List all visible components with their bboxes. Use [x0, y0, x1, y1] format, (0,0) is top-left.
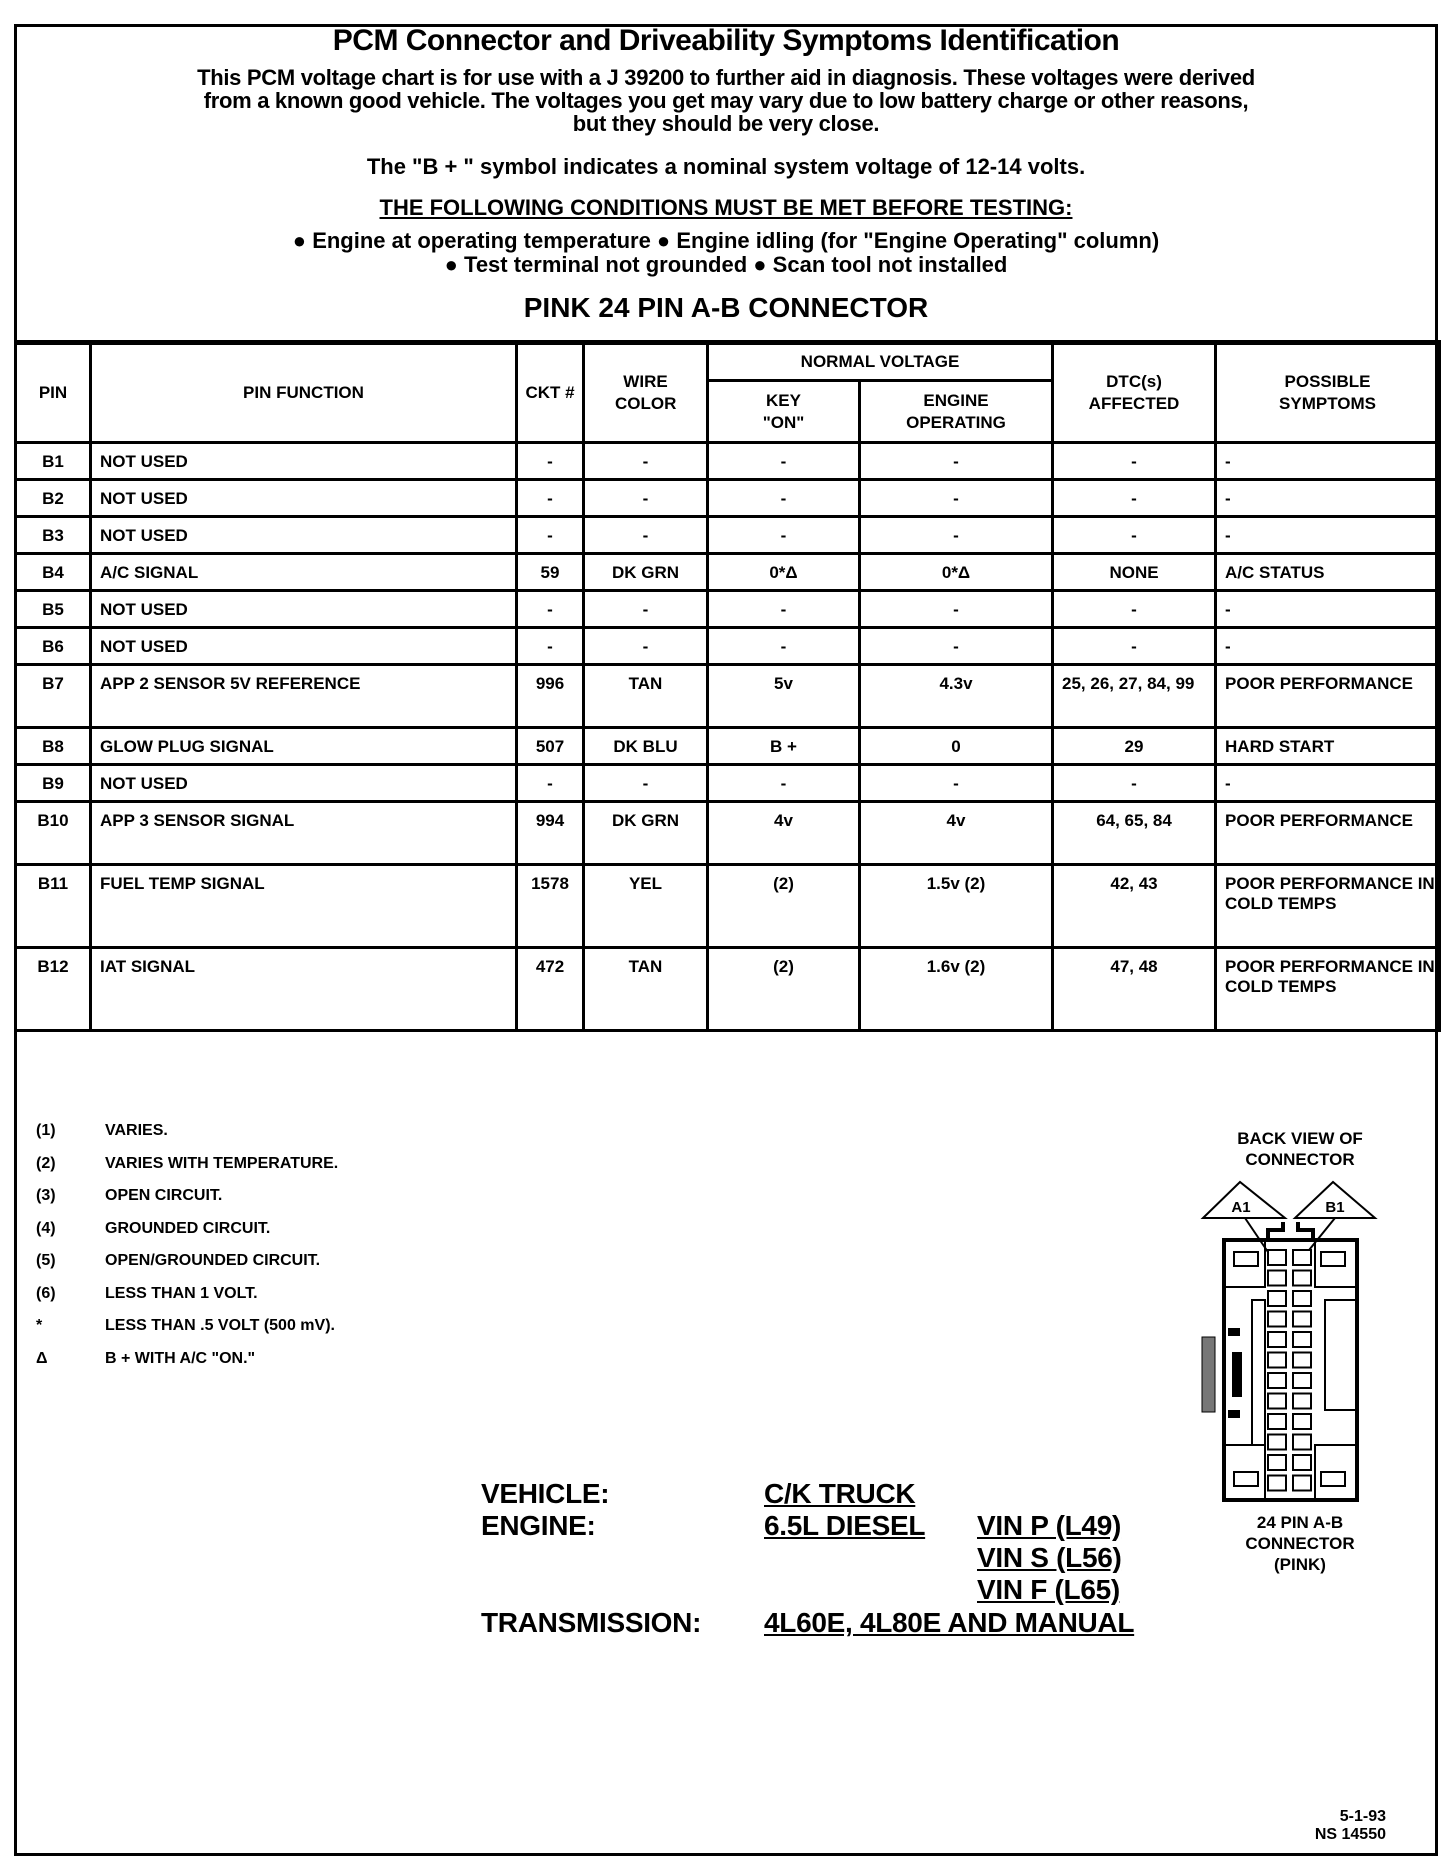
note-item: [36, 1285, 338, 1318]
cell-pin: B3: [16, 517, 91, 554]
pin-cavity: [1268, 1373, 1286, 1388]
table-row: [16, 628, 1440, 665]
vehicle-label: VEHICLE:: [481, 1478, 610, 1509]
cell-ckt: 996: [517, 665, 584, 728]
cell-engine-operating: -: [860, 765, 1053, 802]
pin-cavity: [1293, 1291, 1311, 1306]
cell-key-on: -: [708, 765, 860, 802]
pin-cavity: [1293, 1271, 1311, 1286]
cell-function: NOT USED: [91, 480, 517, 517]
cell-function: APP 3 SENSOR SIGNAL: [91, 802, 517, 865]
cell-wire-color: YEL: [584, 865, 708, 948]
cell-ckt: -: [517, 591, 584, 628]
cell-symptoms: -: [1216, 517, 1440, 554]
cell-key-on: 4v: [708, 802, 860, 865]
pin-cavity: [1293, 1476, 1311, 1491]
conditions-heading: THE FOLLOWING CONDITIONS MUST BE MET BEFORE TESTING:: [379, 195, 1073, 220]
pin-cavity: [1268, 1353, 1286, 1368]
table-row: [16, 948, 1440, 1031]
cell-key-on: -: [708, 443, 860, 480]
cell-dtc: -: [1053, 517, 1216, 554]
cell-ckt: 59: [517, 554, 584, 591]
cell-ckt: 994: [517, 802, 584, 865]
note-key: *: [36, 1317, 43, 1334]
cell-engine-operating: -: [860, 443, 1053, 480]
table-row: [16, 728, 1440, 765]
cell-key-on: B +: [708, 728, 860, 765]
table-row: [16, 802, 1440, 865]
cell-function: GLOW PLUG SIGNAL: [91, 728, 517, 765]
cell-function: FUEL TEMP SIGNAL: [91, 865, 517, 948]
vehicle-value: C/K TRUCK: [764, 1478, 916, 1509]
cell-ckt: -: [517, 480, 584, 517]
cell-key-on: 0*Δ: [708, 554, 860, 591]
cell-dtc: NONE: [1053, 554, 1216, 591]
vin-s: VIN S (L56): [977, 1542, 1122, 1573]
note-text: VARIES WITH TEMPERATURE.: [105, 1154, 339, 1172]
pin-cavity: [1268, 1250, 1286, 1265]
engine-value: 6.5L DIESEL: [764, 1510, 926, 1541]
cell-wire-color: -: [584, 628, 708, 665]
cell-symptoms: -: [1216, 591, 1440, 628]
cell-wire-color: -: [584, 480, 708, 517]
cell-dtc: 47, 48: [1053, 948, 1216, 1031]
pin-cavity: [1268, 1291, 1286, 1306]
cell-symptoms: POOR PERFORMANCE IN COLD TEMPS: [1216, 948, 1440, 1031]
cell-engine-operating: 1.6v (2): [860, 948, 1053, 1031]
cell-wire-color: TAN: [584, 665, 708, 728]
cell-engine-operating: 4v: [860, 802, 1053, 865]
pin-cavity: [1293, 1312, 1311, 1327]
cell-engine-operating: 4.3v: [860, 665, 1053, 728]
table-row: [16, 591, 1440, 628]
pin-cavity: [1268, 1455, 1286, 1470]
pin-cavities: [1268, 1250, 1311, 1491]
cell-symptoms: POOR PERFORMANCE IN COLD TEMPS: [1216, 865, 1440, 948]
pin-cavity: [1293, 1414, 1311, 1429]
cell-function: NOT USED: [91, 591, 517, 628]
note-key: (2): [36, 1154, 56, 1172]
note-text: LESS THAN 1 VOLT.: [105, 1284, 258, 1302]
cell-function: A/C SIGNAL: [91, 554, 517, 591]
transmission-label: TRANSMISSION:: [481, 1607, 702, 1638]
connector-body: [1224, 1240, 1357, 1500]
conditions-line-1: ● Engine at operating temperature ● Engine idling (for "Engine Operating" column): [292, 228, 1160, 253]
note-key: (6): [36, 1284, 56, 1302]
cell-function: NOT USED: [91, 517, 517, 554]
cell-wire-color: DK BLU: [584, 728, 708, 765]
cell-dtc: -: [1053, 765, 1216, 802]
cell-function: IAT SIGNAL: [91, 948, 517, 1031]
cell-ckt: -: [517, 443, 584, 480]
pin-cavity: [1293, 1332, 1311, 1347]
conditions-line-2: ● Test terminal not grounded ● Scan tool not installed: [444, 252, 1008, 277]
cell-ckt: 1578: [517, 865, 584, 948]
cell-key-on: (2): [708, 948, 860, 1031]
cell-ckt: 507: [517, 728, 584, 765]
connector-diagram: [1180, 1100, 1456, 1660]
cell-function: NOT USED: [91, 765, 517, 802]
cell-engine-operating: 0: [860, 728, 1053, 765]
stamp-date: 5-1-93: [1339, 1808, 1386, 1825]
pin-cavity: [1268, 1476, 1286, 1491]
cell-key-on: -: [708, 517, 860, 554]
cell-symptoms: -: [1216, 480, 1440, 517]
intro-line-2: from a known good vehicle. The voltages you get may vary due to low battery charge or other reasons,: [203, 88, 1249, 113]
cell-pin: B12: [16, 948, 91, 1031]
cell-key-on: -: [708, 628, 860, 665]
cell-wire-color: TAN: [584, 948, 708, 1031]
cell-engine-operating: -: [860, 480, 1053, 517]
cell-dtc: -: [1053, 480, 1216, 517]
cell-key-on: -: [708, 480, 860, 517]
cell-dtc: 29: [1053, 728, 1216, 765]
cell-symptoms: -: [1216, 628, 1440, 665]
note-key: Δ: [36, 1349, 48, 1367]
pin-cavity: [1268, 1435, 1286, 1450]
note-key: (1): [36, 1122, 56, 1139]
note-text: OPEN/GROUNDED CIRCUIT.: [105, 1252, 321, 1269]
cell-function: NOT USED: [91, 628, 517, 665]
pin-cavity: [1268, 1414, 1286, 1429]
pin-cavity: [1293, 1353, 1311, 1368]
page-title: PCM Connector and Driveability Symptoms Identification: [332, 24, 1120, 57]
table-row: [16, 443, 1440, 480]
cell-symptoms: POOR PERFORMANCE: [1216, 665, 1440, 728]
header-function: PIN FUNCTION: [91, 343, 517, 443]
note-item: [36, 1252, 338, 1285]
cell-wire-color: -: [584, 517, 708, 554]
diagram-caption: 24 PIN A-B CONNECTOR (PINK): [1245, 1513, 1355, 1574]
cell-function: NOT USED: [91, 443, 517, 480]
header-ckt: CKT #: [517, 343, 584, 443]
cell-pin: B6: [16, 628, 91, 665]
table-row: [16, 517, 1440, 554]
pin-cavity: [1268, 1271, 1286, 1286]
cell-symptoms: A/C STATUS: [1216, 554, 1440, 591]
cell-symptoms: -: [1216, 443, 1440, 480]
cell-pin: B7: [16, 665, 91, 728]
header-dtc: DTC(s) AFFECTED: [1053, 343, 1216, 443]
cell-dtc: -: [1053, 591, 1216, 628]
header-wire-color: WIRE COLOR: [584, 343, 708, 443]
note-item: [36, 1317, 338, 1350]
cell-ckt: 472: [517, 948, 584, 1031]
engine-label: ENGINE:: [481, 1510, 596, 1541]
cell-dtc: -: [1053, 628, 1216, 665]
cell-dtc: 42, 43: [1053, 865, 1216, 948]
intro-line-3: but they should be very close.: [572, 111, 880, 136]
cell-engine-operating: 1.5v (2): [860, 865, 1053, 948]
pin-cavity: [1293, 1455, 1311, 1470]
pin-cavity: [1293, 1394, 1311, 1409]
header-pin: PIN: [16, 343, 91, 443]
note-text: GROUNDED CIRCUIT.: [105, 1219, 271, 1237]
cell-dtc: 64, 65, 84: [1053, 802, 1216, 865]
cell-wire-color: -: [584, 591, 708, 628]
table-row: [16, 665, 1440, 728]
cell-engine-operating: -: [860, 591, 1053, 628]
note-text: B + WITH A/C "ON.": [105, 1349, 256, 1367]
note-item: [36, 1220, 338, 1253]
connector-latch: [1202, 1337, 1215, 1412]
cell-pin: B5: [16, 591, 91, 628]
table-row: [16, 765, 1440, 802]
connector-title: PINK 24 PIN A-B CONNECTOR: [523, 292, 929, 323]
header-normal-voltage: NORMAL VOLTAGE: [708, 343, 1053, 381]
cell-pin: B2: [16, 480, 91, 517]
cell-key-on: -: [708, 591, 860, 628]
note-item: [36, 1155, 338, 1188]
pin-cavity: [1268, 1394, 1286, 1409]
cell-ckt: -: [517, 517, 584, 554]
cell-pin: B1: [16, 443, 91, 480]
table-row: [16, 554, 1440, 591]
vin-p: VIN P (L49): [977, 1510, 1122, 1541]
bplus-note: The "B + " symbol indicates a nominal system voltage of 12-14 volts.: [366, 154, 1086, 179]
cell-pin: B11: [16, 865, 91, 948]
pin-cavity: [1268, 1332, 1286, 1347]
table-row: [16, 480, 1440, 517]
note-item: [36, 1187, 338, 1220]
vin-f: VIN F (L65): [977, 1574, 1120, 1605]
stamp-code: NS 14550: [1314, 1826, 1386, 1843]
header-key-on: KEY "ON": [708, 381, 860, 443]
cell-wire-color: -: [584, 765, 708, 802]
cell-pin: B10: [16, 802, 91, 865]
cell-dtc: 25, 26, 27, 84, 99: [1053, 665, 1216, 728]
pin-cavity: [1293, 1373, 1311, 1388]
b1-label: B1: [1325, 1199, 1345, 1216]
notes-list: [36, 1122, 338, 1382]
note-item: [36, 1122, 338, 1155]
pin-cavity: [1293, 1250, 1311, 1265]
cell-key-on: 5v: [708, 665, 860, 728]
cell-symptoms: HARD START: [1216, 728, 1440, 765]
diagram-heading: BACK VIEW OF CONNECTOR: [1237, 1129, 1363, 1169]
cell-pin: B8: [16, 728, 91, 765]
cell-symptoms: -: [1216, 765, 1440, 802]
pin-cavity: [1268, 1312, 1286, 1327]
cell-engine-operating: -: [860, 517, 1053, 554]
transmission-value: 4L60E, 4L80E AND MANUAL: [764, 1607, 1135, 1638]
cell-engine-operating: 0*Δ: [860, 554, 1053, 591]
a1-label: A1: [1231, 1199, 1251, 1216]
header-engine-operating: ENGINE OPERATING: [860, 381, 1053, 443]
note-text: LESS THAN .5 VOLT (500 mV).: [105, 1317, 335, 1334]
cell-wire-color: DK GRN: [584, 802, 708, 865]
note-key: (3): [36, 1187, 56, 1204]
header-symptoms: POSSIBLE SYMPTOMS: [1216, 343, 1440, 443]
intro-line-1: This PCM voltage chart is for use with a J 39200 to further aid in diagnosis. These voltages were derived: [197, 65, 1255, 90]
pin-cavity: [1293, 1435, 1311, 1450]
note-key: (5): [36, 1252, 56, 1269]
cell-pin: B4: [16, 554, 91, 591]
table-row: [16, 865, 1440, 948]
note-text: VARIES.: [105, 1122, 168, 1139]
cell-wire-color: -: [584, 443, 708, 480]
cell-wire-color: DK GRN: [584, 554, 708, 591]
cell-engine-operating: -: [860, 628, 1053, 665]
cell-ckt: -: [517, 765, 584, 802]
pin-table: [14, 340, 1441, 1032]
note-text: OPEN CIRCUIT.: [105, 1187, 223, 1204]
note-key: (4): [36, 1219, 56, 1237]
cell-key-on: (2): [708, 865, 860, 948]
cell-pin: B9: [16, 765, 91, 802]
cell-dtc: -: [1053, 443, 1216, 480]
cell-function: APP 2 SENSOR 5V REFERENCE: [91, 665, 517, 728]
cell-symptoms: POOR PERFORMANCE: [1216, 802, 1440, 865]
cell-ckt: -: [517, 628, 584, 665]
note-item: [36, 1350, 338, 1383]
